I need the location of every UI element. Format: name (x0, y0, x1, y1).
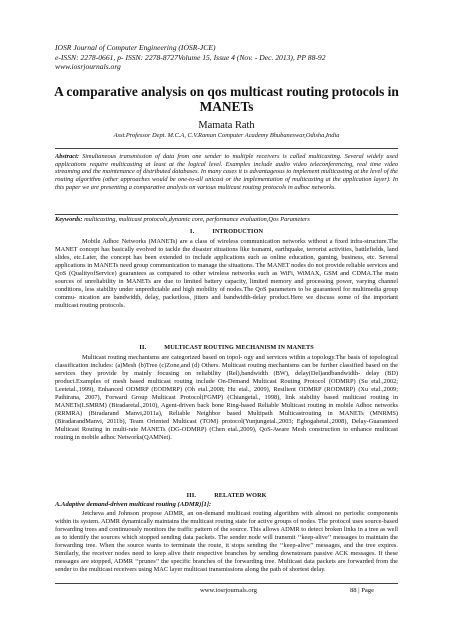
abstract-label: Abstract: (55, 153, 79, 160)
journal-website: www.iosrjournals.org (55, 62, 121, 72)
introduction-text: Mobile Adhoc Networks (MANETs) are a class of wireless communication networks without a fixed infra-structure.The MANET concept has basically evolved to tackle the disaster situations like tsunami, earthquake, terrorist activities, battlefields, land slides, etc.Later, the concept has been extended to include applications such as online education, gaming, business, etc. Several applications in MANETs need group communication to manage the situations. The MANET nodes do not provide reliable services and QoS (QualityofService) guarantees as compared to other wireless networks such as WiFi, WiMAX, GSM and CDMA.The main sources of unreliability in MANETs are due to limited battery capacity, limited memory and processing power, varying channel conditions, less stability under unpredictable and high mobility of nodes.The QoS parameters to be guaranteed for multimedia group commu- nication are bandwidth, delay, packetloss, jitters and bandwidth-delay product.Here we discuss some of the important multicast routing protocols. (55, 238, 398, 309)
section-title: RELATED WORK (214, 492, 267, 499)
section-number: III. (186, 492, 197, 499)
journal-header (55, 43, 395, 72)
footer-divider (55, 583, 398, 584)
introduction-paragraph (55, 238, 398, 334)
section-title: MULTICAST ROUTING MECHANISM IN MANETS (164, 344, 314, 351)
mechanism-paragraph (55, 354, 398, 484)
abstract-text: Simultaneous transmission of data from one sender to multiple receivers is called multicasting. Several widely used applications require multicasting at least at the logical level. Examples include audio video teleconferencing, real time video streaming and the maintenance of distributed databases. In many cases it is advantageous to implement multicasting at the level of the routing algorithm (other approaches would be one-to-all unicast or the implementation of multicasting at the application layer). In this paper we are presenting a comparative analysis on various multicast routing protocols in adhoc networks. (55, 153, 398, 191)
journal-issn: e-ISSN: 2278-0661, p- ISSN: 2278-8727Volume 15, Issue 4 (Nov. - Dec. 2013), PP 88-92 (55, 52, 326, 62)
keywords-label: Keywords: (55, 216, 83, 223)
abstract-box (55, 148, 398, 215)
author-name: Mamata Rath (198, 120, 255, 131)
subsection-heading-admr: A.Adaptive demand-driven multicast routing (ADMR)[1]: (55, 501, 212, 508)
author-affiliation: Asst.Professor Dept. M.C.A, C.V.Raman Computer Academy Bhubaneswar,Odisha,India (113, 132, 340, 139)
keywords-text: multicasting, multicast protocols,dynamic core, performance evaluation,Qos Parameters (82, 216, 310, 223)
paper-title: A comparative analysis on qos multicast routing protocols in MANETs (54, 84, 399, 115)
section-title: INTRODUCTION (212, 228, 264, 235)
section-heading-related-work (55, 492, 398, 500)
section-number: II. (139, 344, 147, 351)
journal-name: IOSR Journal of Computer Engineering (IOSR-JCE) (55, 43, 216, 52)
related-work-text: Jetcheva and Johnson propose ADMR, an on-demand multicast routing algorithm with almost no periodic components within its system. ADMR dynamically maintains the multicast routing state for active groups of nodes. The protocol uses source-based forwarding trees and continuously monitors the traffic pattern of the source. This allows ADMR to detect broken links in a tree as well as to identify the sources which stopped sending data packets. The sender node will transmit ‘‘keep-alive’’ messages to maintain the forwarding tree. When the source wants to terminate the route, it stops sending the ‘‘keep-alive’’ messages, and the tree expires. Similarly, the receiver nodes need to keep alive their respective branches by sending downstream passive ACK messages. If these messages are stopped, ADMR ‘‘prunes’’ the specific branches of the forwarding tree. Multicast data packets are forwarded from the sender to the multicast receivers using MAC layer multicast transmissions along the path of shortest delay. (55, 510, 398, 573)
section-heading-introduction (55, 228, 398, 236)
footer-url: www.iosrjournals.org (200, 587, 257, 594)
section-heading-mechanism (55, 344, 398, 352)
mechanism-text: Multicast routing mechanisms are categorized based on topol- ogy and services within a topology.The basis of topological classification includes: (a)Mesh (b)Tree (c)Zone,and (d) Others. Multicast routing mechanisms can be further classified based on the services they provide by mainly focusing on reliability (Rel),bandwidth (BW), delay(Del)andbandwidth- delay (BD) product.Examples of mesh based multicast routing include On-Demand Multicast Routing Protocol (ODMRP) (Su etal.,2002; Leetetal.,1999), Enhanced ODMRP (EODMRP) (Oh etal.,2008; Hu etal., 2009), Resilient ODMRP (RODMRP) (Xu etal.,2009; Pathirana, 2007), Forward Group Multicast Protocol(FGMP) (Chiangetal., 1998), link stability based multicast routing in MANETs(LSMRM) (Biradaretal.,2010), Agent-driven back bone Ring-based Reliable Multicast routing in mobile Adhoc networks (RRMRA) (Biradarand Manvi,2011a), Reliable Neighbor based Multipath Multicastrouting in MANETs (MNRMS) (BiradarandManvi, 2011b), Team Oriented Multicast (TOM) protocol(Yunjungetal.,2003; Egbogahetal.,2008), Delay-Guaranteed Multicast Routing in multi-rate MANETs (DG-ODMRP) (Chen etal.,2009), QoS-Aware Mesh construction to enhance multicast routing in mobile adhoc Networks(QAMNet). (55, 354, 398, 441)
keywords (55, 216, 398, 224)
footer-page-number: 88 | Page (350, 587, 375, 594)
related-work-paragraph (55, 510, 398, 582)
section-number: I. (189, 228, 195, 235)
